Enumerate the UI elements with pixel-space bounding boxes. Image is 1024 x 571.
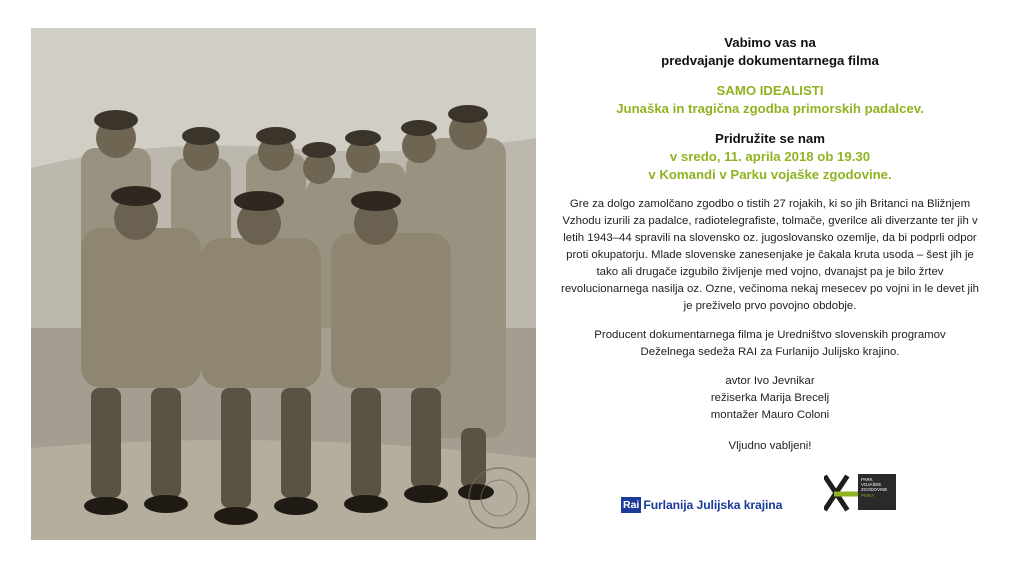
film-description: Gre za dolgo zamolčano zgodbo o tistih 27 rojakih, ki so jih Britanci na Bližnjem Vzhodu izurili za padalce, radiotelegrafiste, tolmače, gverilce ali diverzante ter jih v letih 1943–44 spravili na slovensko oz. jugoslovansko ozemlje, da bi podprli odpor proti okupatorju. Mlade slovenske zanesenjake je čakala kruta usoda – šest jih je tako ali drugače izgubilo življenje med vojno, dvanajst pa je bilo žrtev revolucionarnega nasilja oz. Ozne, večinoma nekaj mesecev po vojni in le devet jih je preživelo prvo povojno obdobje. xyxy=(561,198,979,312)
producer-line-2: Deželnega sedeža RAI za Furlanijo Julijsko krajino. xyxy=(640,346,900,358)
park-line-2: VOJAŠKE xyxy=(861,482,882,488)
event-datetime: v sredo, 11. aprila 2018 ob 19.30 xyxy=(669,149,871,164)
rai-mark: Rai xyxy=(623,499,640,511)
park-label-box xyxy=(858,474,896,510)
closing-text: Vljudno vabljeni! xyxy=(728,440,812,452)
invitation-text xyxy=(560,34,980,455)
park-logo xyxy=(824,474,900,512)
park-line-3: ZGODOVINE xyxy=(861,487,888,493)
invite-line-2: predvajanje dokumentarnega filma xyxy=(661,53,879,68)
film-subtitle: Junaška in tragična zgodba primorskih padalcev. xyxy=(616,101,924,116)
park-line-4: PIVKA xyxy=(861,492,874,498)
producer-line-1: Producent dokumentarnega filma je Uredništvo slovenskih programov xyxy=(594,329,946,341)
event-venue: v Komandi v Parku vojaške zgodovine. xyxy=(648,167,892,182)
credit-editor: montažer Mauro Coloni xyxy=(710,409,830,421)
park-line-1: PARK xyxy=(861,477,873,482)
join-heading: Pridružite se nam xyxy=(715,131,825,146)
film-title: SAMO IDEALISTI xyxy=(716,83,824,98)
invite-line-1: Vabimo vas na xyxy=(724,35,816,50)
credit-director: režiserka Marija Brecelj xyxy=(710,392,830,404)
credit-author: avtor Ivo Jevnikar xyxy=(725,375,815,387)
rai-region-text: Furlanija Julijska krajina xyxy=(643,498,783,512)
archival-photo-soldiers xyxy=(31,28,536,540)
rai-logo xyxy=(621,497,782,513)
